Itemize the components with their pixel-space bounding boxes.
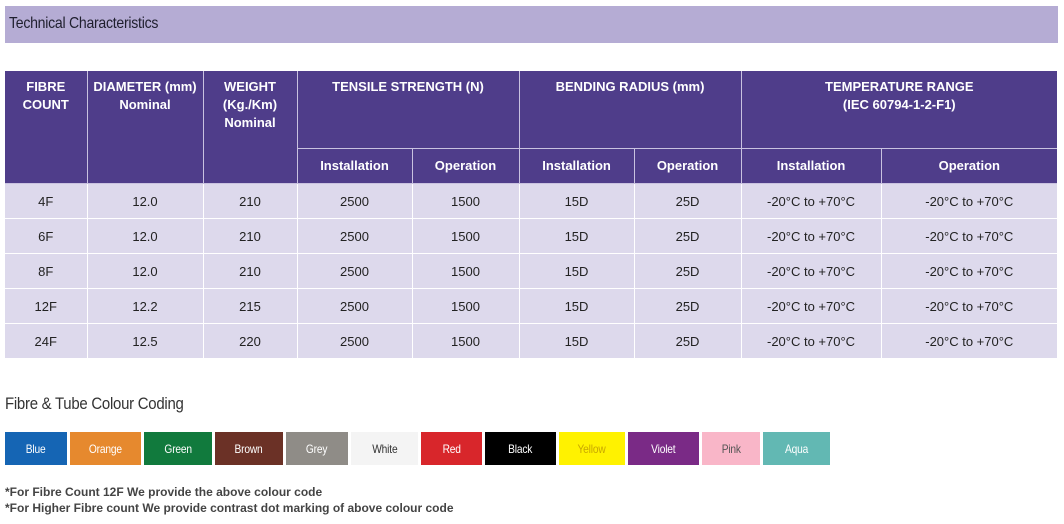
table-row	[5, 289, 1057, 324]
cell-temperature-installation: -20°C to +70°C	[741, 184, 881, 219]
subheader-bending-installation: Installation	[519, 149, 634, 184]
swatch-grey	[286, 432, 348, 465]
swatch-pink	[702, 432, 760, 465]
cell-temperature-operation: -20°C to +70°C	[881, 219, 1057, 254]
subheader-bending-operation: Operation	[634, 149, 741, 184]
cell-tensile-operation: 1500	[412, 254, 519, 289]
cell-diameter: 12.0	[87, 184, 203, 219]
cell-bending-operation: 25D	[634, 289, 741, 324]
cell-diameter: 12.2	[87, 289, 203, 324]
swatch-red	[421, 432, 482, 465]
subheader-temperature-installation: Installation	[741, 149, 881, 184]
cell-temperature-operation: -20°C to +70°C	[881, 324, 1057, 359]
section-title: Technical Characteristics	[9, 15, 159, 32]
cell-fibre-count: 6F	[5, 219, 87, 254]
section-header-bar	[5, 6, 1058, 43]
swatch-label: Grey	[306, 441, 328, 456]
swatch-white	[351, 432, 418, 465]
swatch-brown	[215, 432, 283, 465]
swatch-label: Brown	[234, 441, 264, 456]
cell-tensile-installation: 2500	[297, 219, 412, 254]
cell-tensile-operation: 1500	[412, 219, 519, 254]
cell-bending-installation: 15D	[519, 324, 634, 359]
cell-diameter: 12.0	[87, 219, 203, 254]
cell-tensile-operation: 1500	[412, 289, 519, 324]
cell-temperature-operation: -20°C to +70°C	[881, 254, 1057, 289]
cell-fibre-count: 4F	[5, 184, 87, 219]
swatch-orange	[70, 432, 141, 465]
swatch-label: Aqua	[784, 441, 809, 456]
note-fibre-count-12f: *For Fibre Count 12F We provide the above colour code	[5, 485, 323, 499]
cell-tensile-installation: 2500	[297, 289, 412, 324]
cell-diameter: 12.0	[87, 254, 203, 289]
cell-bending-operation: 25D	[634, 254, 741, 289]
cell-fibre-count: 24F	[5, 324, 87, 359]
swatch-label: White	[371, 441, 398, 456]
swatch-black	[485, 432, 556, 465]
cell-temperature-operation: -20°C to +70°C	[881, 184, 1057, 219]
swatch-violet	[628, 432, 699, 465]
cell-tensile-installation: 2500	[297, 324, 412, 359]
cell-bending-installation: 15D	[519, 219, 634, 254]
cell-temperature-installation: -20°C to +70°C	[741, 219, 881, 254]
colour-coding-title: Fibre & Tube Colour Coding	[5, 394, 184, 413]
cell-tensile-installation: 2500	[297, 254, 412, 289]
cell-bending-operation: 25D	[634, 184, 741, 219]
swatch-blue	[5, 432, 67, 465]
note-higher-fibre-count: *For Higher Fibre count We provide contrast dot marking of above colour code	[5, 501, 454, 515]
table-row	[5, 254, 1057, 289]
swatch-label: Blue	[26, 441, 46, 456]
technical-characteristics-table	[5, 71, 1057, 359]
table-row	[5, 184, 1057, 219]
swatch-label: Green	[164, 441, 192, 456]
swatch-yellow	[559, 432, 625, 465]
cell-bending-operation: 25D	[634, 324, 741, 359]
table-row	[5, 219, 1057, 254]
header-temperature-range: TEMPERATURE RANGE (IEC 60794-1-2-F1)	[741, 71, 1057, 149]
table-row	[5, 324, 1057, 359]
cell-bending-installation: 15D	[519, 184, 634, 219]
header-fibre-count: FIBRE COUNT	[5, 71, 87, 184]
cell-diameter: 12.5	[87, 324, 203, 359]
cell-weight: 210	[203, 219, 297, 254]
table-body	[5, 184, 1057, 359]
swatch-aqua	[763, 432, 830, 465]
swatch-label: Orange	[88, 441, 122, 456]
cell-bending-operation: 25D	[634, 219, 741, 254]
swatch-green	[144, 432, 212, 465]
header-diameter: DIAMETER (mm) Nominal	[87, 71, 203, 184]
swatch-label: Pink	[721, 441, 741, 456]
swatch-label: Violet	[651, 441, 676, 456]
cell-weight: 210	[203, 254, 297, 289]
cell-bending-installation: 15D	[519, 289, 634, 324]
cell-tensile-operation: 1500	[412, 184, 519, 219]
cell-weight: 220	[203, 324, 297, 359]
cell-bending-installation: 15D	[519, 254, 634, 289]
cell-weight: 210	[203, 184, 297, 219]
cell-temperature-operation: -20°C to +70°C	[881, 289, 1057, 324]
subheader-tensile-installation: Installation	[297, 149, 412, 184]
cell-temperature-installation: -20°C to +70°C	[741, 254, 881, 289]
cell-weight: 215	[203, 289, 297, 324]
cell-temperature-installation: -20°C to +70°C	[741, 324, 881, 359]
subheader-temperature-operation: Operation	[881, 149, 1057, 184]
header-weight: WEIGHT (Kg./Km) Nominal	[203, 71, 297, 184]
swatch-label: Black	[508, 441, 533, 456]
cell-fibre-count: 12F	[5, 289, 87, 324]
swatch-label: Red	[442, 441, 461, 456]
cell-fibre-count: 8F	[5, 254, 87, 289]
cell-tensile-operation: 1500	[412, 324, 519, 359]
cell-tensile-installation: 2500	[297, 184, 412, 219]
swatch-label: Yellow	[577, 441, 607, 456]
cell-temperature-installation: -20°C to +70°C	[741, 289, 881, 324]
header-bending-radius: BENDING RADIUS (mm)	[519, 71, 741, 149]
subheader-tensile-operation: Operation	[412, 149, 519, 184]
header-tensile-strength: TENSILE STRENGTH (N)	[297, 71, 519, 149]
